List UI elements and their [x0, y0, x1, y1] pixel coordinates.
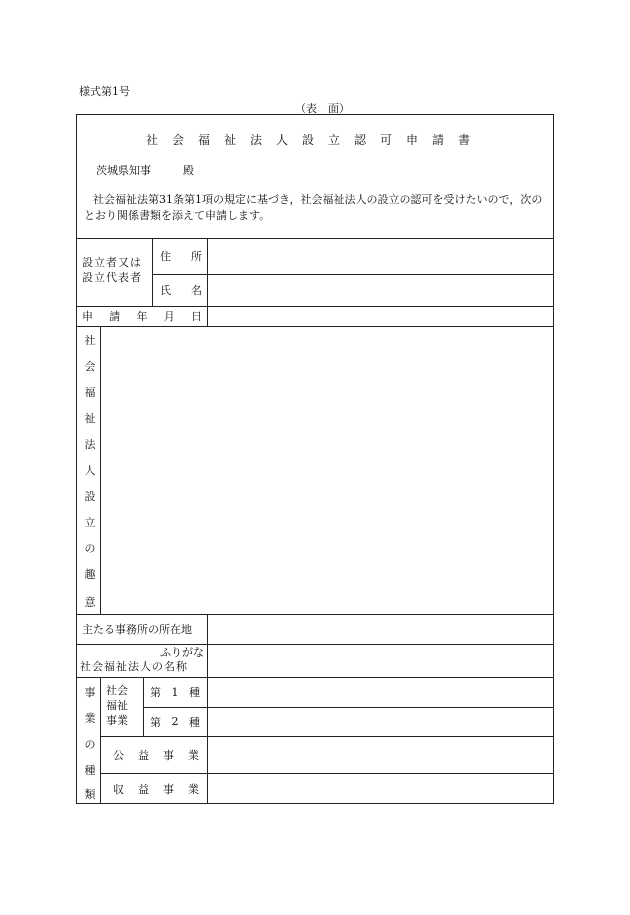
furigana-label: ふりがな: [160, 646, 204, 659]
type1-label: 第 1 種: [150, 685, 200, 699]
rule-founder-divider: [152, 238, 153, 306]
name-field[interactable]: [208, 275, 553, 306]
revenue-business-field[interactable]: [208, 774, 553, 803]
addressee-name: 茨城県知事: [96, 164, 151, 177]
public-interest-label: 公 益 事 業: [113, 748, 199, 762]
main-office-field[interactable]: [208, 615, 553, 644]
public-interest-field[interactable]: [208, 737, 553, 773]
corp-name-label-text: 社会福祉法人の名称: [80, 660, 188, 673]
corp-name-field[interactable]: [208, 645, 553, 677]
rule-business-divider: [100, 677, 101, 804]
purpose-field[interactable]: [101, 327, 553, 614]
address-field[interactable]: [208, 239, 553, 274]
main-office-label: 主たる事務所の所在地: [82, 623, 192, 636]
form-number: 様式第1号: [79, 85, 130, 98]
type1-field[interactable]: [208, 678, 553, 707]
founder-label-line1: 設立者又は: [82, 256, 142, 269]
type2-label: 第 2 種: [150, 715, 200, 729]
rule-welfare-divider: [143, 677, 144, 736]
side-label: （表 面）: [295, 102, 350, 115]
form-title: 社会福祉法人設立認可申請書: [145, 133, 484, 147]
founder-label-line2: 設立代表者: [82, 271, 142, 284]
addressee: [96, 162, 194, 178]
application-statement: 社会福祉法第31条第1項の規定に基づき，社会福祉法人の設立の認可を受けたいので，次のとおり関係書類を添えて申請します。: [84, 193, 543, 222]
type2-field[interactable]: [208, 708, 553, 736]
application-date-label: 申 請 年 月 日: [82, 310, 202, 323]
corp-name-label: [80, 646, 204, 674]
application-date-field[interactable]: [208, 307, 553, 326]
revenue-business-label: 収 益 事 業: [113, 782, 199, 796]
address-label: 住 所: [160, 250, 202, 263]
addressee-honorific: 殿: [183, 164, 194, 177]
founder-label: [82, 255, 142, 285]
social-welfare-label: 社会 福祉 事業: [106, 684, 128, 727]
name-label: 氏 名: [160, 284, 202, 297]
